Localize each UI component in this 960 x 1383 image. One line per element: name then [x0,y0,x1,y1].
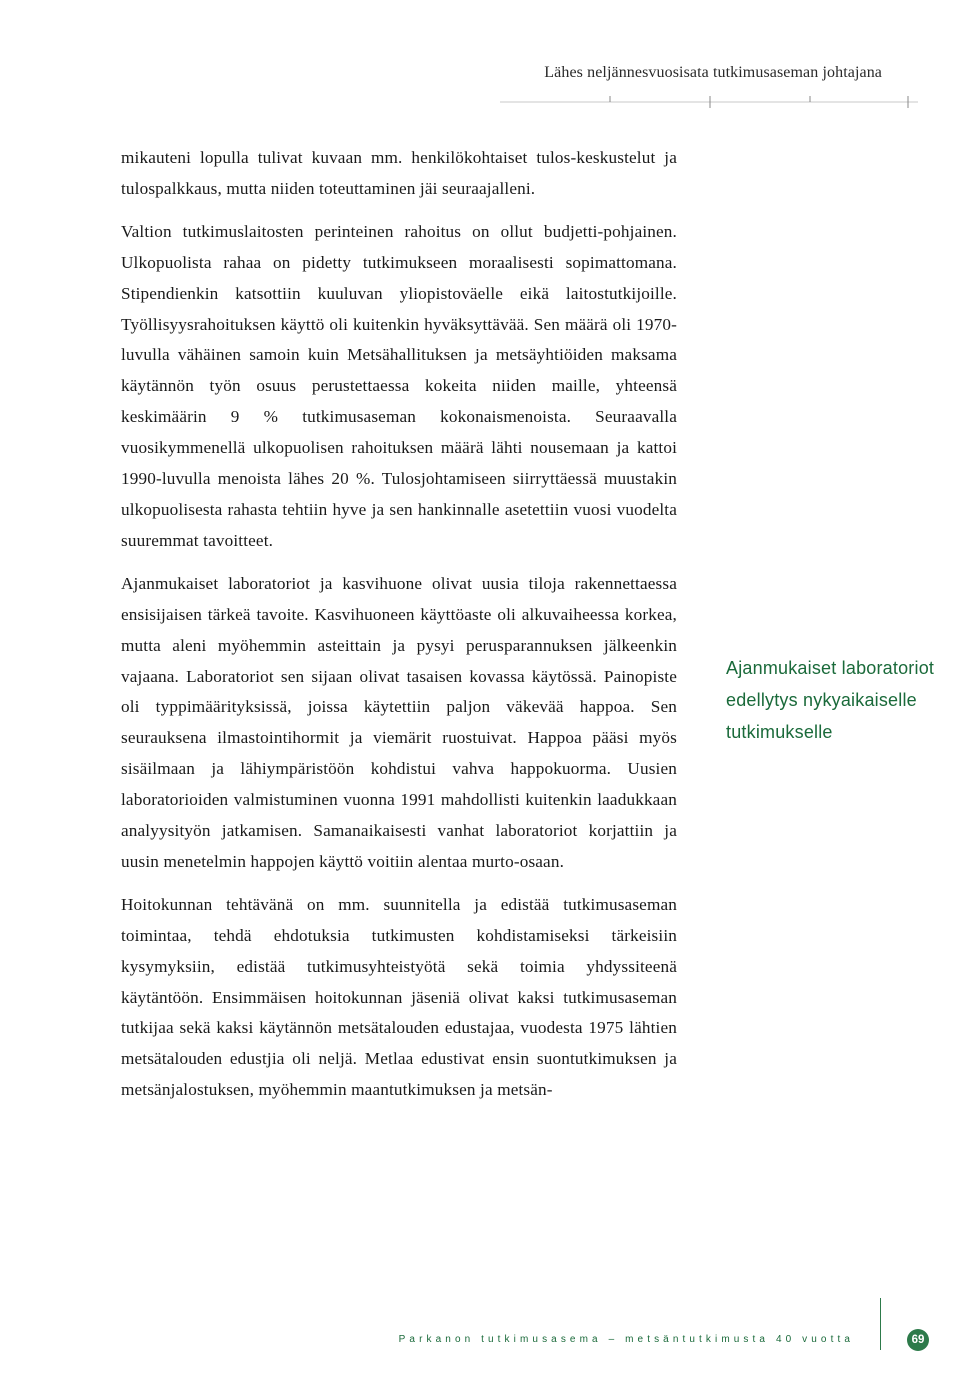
sidebar-pull-quote: Ajanmukaiset laboratoriot edellytys nykyaikaiselle tutkimukselle [726,658,935,742]
paragraph-2: Valtion tutkimuslaitosten perinteinen rahoitus on ollut budjetti-pohjainen. Ulkopuolista rahaa on pidetty tutkimukseen moraalisesti sopimattomana. Stipendienkin katsottiin kuuluvan yliopistoväelle eikä laitostutkijoille. Työllisyysrahoituksen käyttö oli kuitenkin hyväksyttävää. Sen määrä oli 1970-luvulla vähäinen samoin kuin Metsähallituksen ja metsäyhtiöiden maksama käytännön työn osuus perustettaessa kokeita niiden maille, yhteensä keskimäärin 9 % tutkimusaseman kokonaismenoista. Seuraavalla vuosikymmenellä ulkopuolisen rahoituksen määrä lähti nousemaan ja kattoi 1990-luvulla menoista lähes 20 %. Tulosjohtamiseen siirryttäessä muustakin ulkopuolisesta rahasta tehtiin hyve ja sen hankinnalle asetettiin vuosi vuodelta suuremmat tavoitteet. [121,221,677,550]
footer-divider [880,1298,881,1350]
footer-publication-title: Parkanon tutkimusasema – metsäntutkimusta 40 vuotta [398,1334,854,1345]
paragraph-1: mikauteni lopulla tulivat kuvaan mm. henkilökohtaiset tulos-keskustelut ja tulospalkkaus, mutta niiden toteuttaminen jäi seuraajalleni. [121,148,677,198]
paragraph-3: Ajanmukaiset laboratoriot ja kasvihuone olivat uusia tiloja rakennettaessa ensisijaisen tärkeä tavoite. Kasvihuoneen käyttöaste oli alkuvaiheessa korkea, mutta aleni myöhemmin asteittain ja pysyi perusparannuksen jälkeenkin vajaana. Laboratoriot sen sijaan olivat tasaisen kovassa käytössä. Painopiste oli typpimäärityksissä, joissa käytettiin paljon väkevää happoa. Sen seurauksena ilmastointihormit ja viemärit ruostuivat. Happoa pääsi myös sisäilmaan ja lähiympäristöön kohdistui vahva happokuorma. Uusien laboratorioiden valmistuminen vuonna 1991 mahdollisti kuitenkin laadukkaan analyysityön jatkamisen. Samanaikaisesti vanhat laboratoriot korjattiin ja uusin menetelmin happojen käyttö voitiin alentaa murto-osaan. [121,573,677,871]
page-number: 69 [907,1329,929,1351]
paragraph-4: Hoitokunnan tehtävänä on mm. suunnitella ja edistää tutkimusaseman toimintaa, tehdä ehdotuksia tutkimusten kohdistamiseksi tärkeisiin kysymyksiin, edistää tutkimusyhteistyötä sekä toimia yhdyssiteenä käytäntöön. Ensimmäisen hoitokunnan jäseniä olivat kaksi tutkimusaseman tutkijaa sekä kaksi käytännön metsätalouden edustajaa, vuodesta 1975 lähtien metsätalouden edustjia oli neljä. Metlaa edustivat ensin suontutkimuksen ja metsänjalostuksen, myöhemmin maantutkimuksen ja metsän- [121,894,677,1100]
body-text [121,143,677,1106]
header-rule [500,96,918,108]
header-title: Lähes neljännesvuosisata tutkimusaseman johtajana [544,64,882,81]
